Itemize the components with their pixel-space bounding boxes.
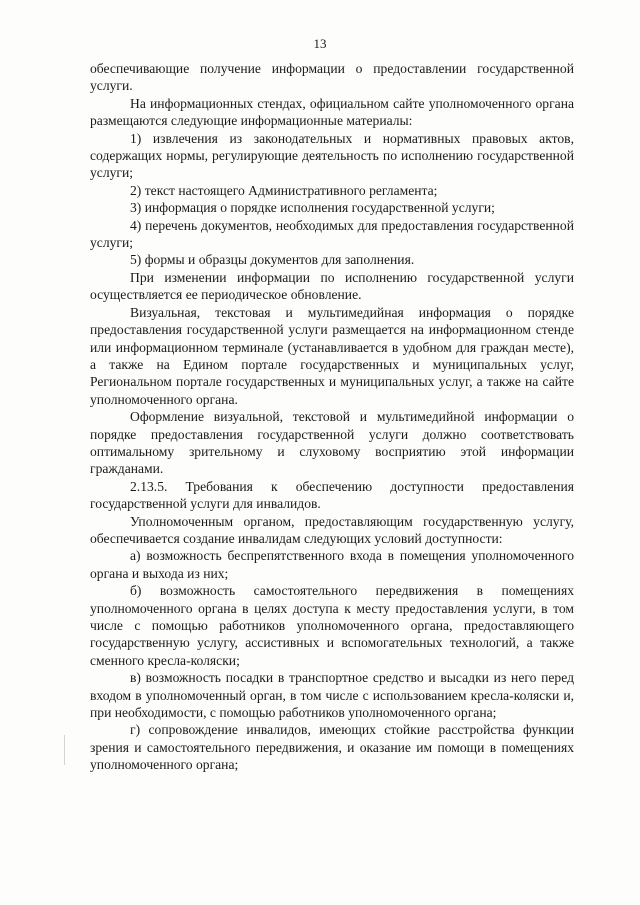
list-item-a: а) возможность беспрепятственного входа в помещения уполномоченного органа и выхода из них; — [90, 548, 574, 581]
list-item-5: 5) формы и образцы документов для заполнения. — [130, 252, 415, 268]
paragraph-continuation: обеспечивающие получение информации о предоставлении государственной услуги. — [90, 61, 574, 94]
paragraph-visual-info: Визуальная, текстовая и мультимедийная информация о порядке предоставления государственной услуги размещается на информационном стенде или информационном терминале (устанавливается в удобном для граждан месте), а также на Едином портале государственных и муниципальных услуг, Региональном портале государственных и муниципальных услуг, а также на сайте уполномоченного органа. — [90, 304, 574, 407]
list-item-v: в) возможность посадки в транспортное средство и высадки из него перед входом в уполномоченный орган, в том числе с использованием кресла-коляски и, при необходимости, с помощью работников уполномоченного органа; — [90, 670, 574, 721]
document-body — [90, 60, 574, 774]
list-item-2: 2) текст настоящего Административного регламента; — [130, 182, 438, 198]
paragraph-design: Оформление визуальной, текстовой и мультимедийной информации о порядке предоставления государственной услуги должно соответствовать оптимальному зрительному и слуховому восприятию этой информации гражданами. — [90, 409, 574, 477]
list-item-1: 1) извлечения из законодательных и нормативных правовых актов, содержащих нормы, регулирующие деятельность по исполнению государственной услуги; — [90, 130, 574, 181]
paragraph-update: При изменении информации по исполнению государственной услуги осуществляется ее периодическое обновление. — [90, 269, 574, 303]
page-number: 13 — [313, 36, 327, 51]
list-item-4: 4) перечень документов, необходимых для предоставления государственной услуги; — [90, 217, 574, 251]
list-item-3: 3) информация о порядке исполнения государственной услуги; — [130, 200, 495, 216]
paragraph-info-materials-intro: На информационных стендах, официальном сайте уполномоченного органа размещаются следующие информационные материалы: — [90, 95, 574, 129]
paragraph-accessibility-intro: Уполномоченным органом, предоставляющим государственную услугу, обеспечивается создание инвалидам следующих условий доступности: — [90, 513, 574, 546]
list-item-g: г) сопровождение инвалидов, имеющих стойкие расстройства функции зрения и самостоятельного передвижения, и оказание им помощи в помещениях уполномоченного органа; — [90, 722, 574, 773]
margin-mark — [64, 735, 65, 765]
section-heading-2-13-5: 2.13.5. Требования к обеспечению доступности предоставления государственной услуги для инвалидов. — [90, 478, 574, 512]
list-item-b: б) возможность самостоятельного передвижения в помещениях уполномоченного органа в целях доступа к месту предоставления услуги, в том числе с помощью работников уполномоченного органа, предоставляющего государственную услугу, ассистивных и вспомогательных технологий, а также сменного кресла-коляски; — [90, 583, 574, 668]
